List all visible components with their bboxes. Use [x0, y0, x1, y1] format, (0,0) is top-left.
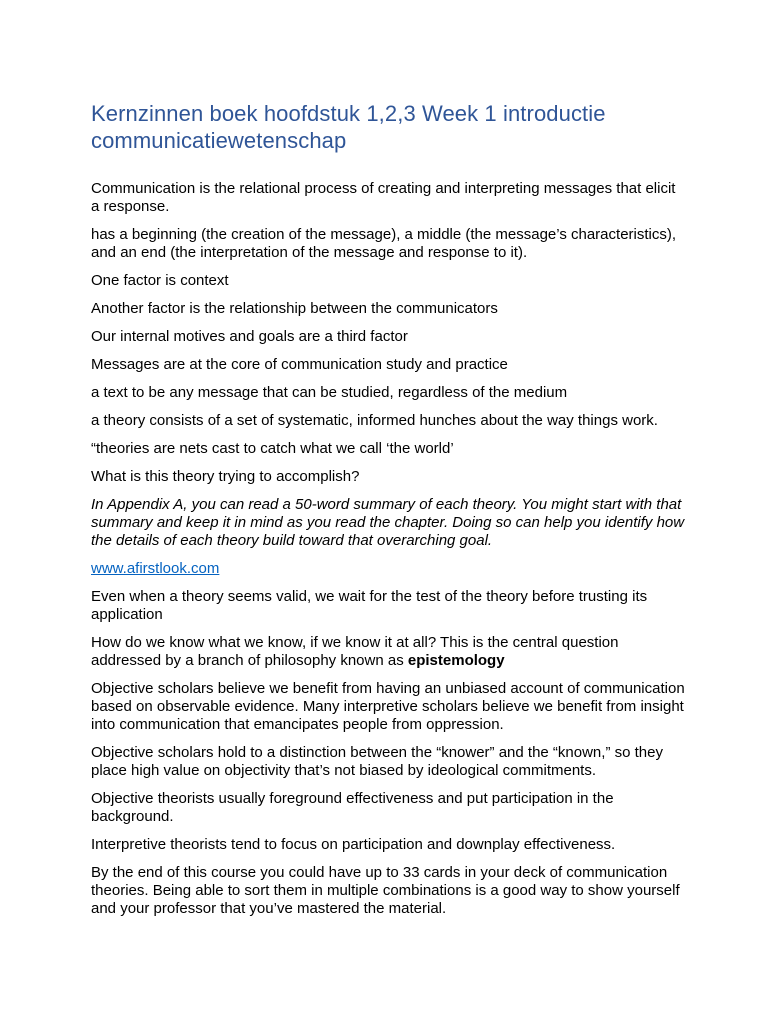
paragraph-definition: Communication is the relational process of creating and interpreting messages that elicit a response. — [91, 180, 676, 215]
paragraph-beginning-middle-end: has a beginning (the creation of the message), a middle (the message’s characteristics), and an end (the interpretation of the message and response to it). — [91, 226, 677, 261]
paragraph-factor-relationship: Another factor is the relationship between the communicators — [91, 300, 498, 317]
paragraph-factor-motives: Our internal motives and goals are a third factor — [91, 328, 408, 345]
epistemology-lead-text: How do we know what we know, if we know it at all? This is the central question addressed by a branch of philosophy known as — [91, 634, 619, 669]
website-link[interactable]: www.afirstlook.com — [91, 560, 220, 577]
paragraph-theory-validity: Even when a theory seems valid, we wait for the test of the theory before trusting its application — [91, 588, 648, 623]
paragraph-text-definition: a text to be any message that can be studied, regardless of the medium — [91, 384, 568, 401]
document-title: Kernzinnen boek hoofdstuk 1,2,3 Week 1 introductie communicatiewetenschap — [91, 101, 606, 153]
paragraph-objective-vs-interpretive: Objective scholars believe we benefit from having an unbiased account of communication based on observable evidence. Many interpretive scholars believe we benefit from insight into communication that emancipates people from oppression. — [91, 680, 685, 733]
paragraph-appendix-note: In Appendix A, you can read a 50-word summary of each theory. You might start with that summary and keep it in mind as you read the chapter. Doing so can help you identify how the details of each theory build toward that overarching goal. — [91, 496, 685, 549]
paragraph-objective-effectiveness: Objective theorists usually foreground effectiveness and put participation in the background. — [91, 790, 614, 825]
paragraph-knower-known: Objective scholars hold to a distinction between the “knower” and the “known,” so they place high value on objectivity that’s not biased by ideological commitments. — [91, 744, 663, 779]
epistemology-term: epistemology — [407, 652, 505, 669]
paragraph-messages-core: Messages are at the core of communication study and practice — [91, 356, 508, 373]
paragraph-theory-question: What is this theory trying to accomplish? — [91, 468, 360, 485]
paragraph-epistemology — [91, 634, 687, 670]
document-content — [91, 100, 687, 928]
paragraph-theory-definition: a theory consists of a set of systematic, informed hunches about the way things work. — [91, 412, 658, 429]
paragraph-factor-context: One factor is context — [91, 272, 229, 289]
paragraph-website — [91, 560, 687, 578]
paragraph-course-cards: By the end of this course you could have up to 33 cards in your deck of communication theories. Being able to sort them in multiple combinations is a good way to show yourself and your professor that you’ve mastered the material. — [91, 864, 680, 917]
paragraph-interpretive-participation: Interpretive theorists tend to focus on participation and downplay effectiveness. — [91, 836, 616, 853]
paragraph-theories-nets: “theories are nets cast to catch what we call ‘the world’ — [91, 440, 454, 457]
